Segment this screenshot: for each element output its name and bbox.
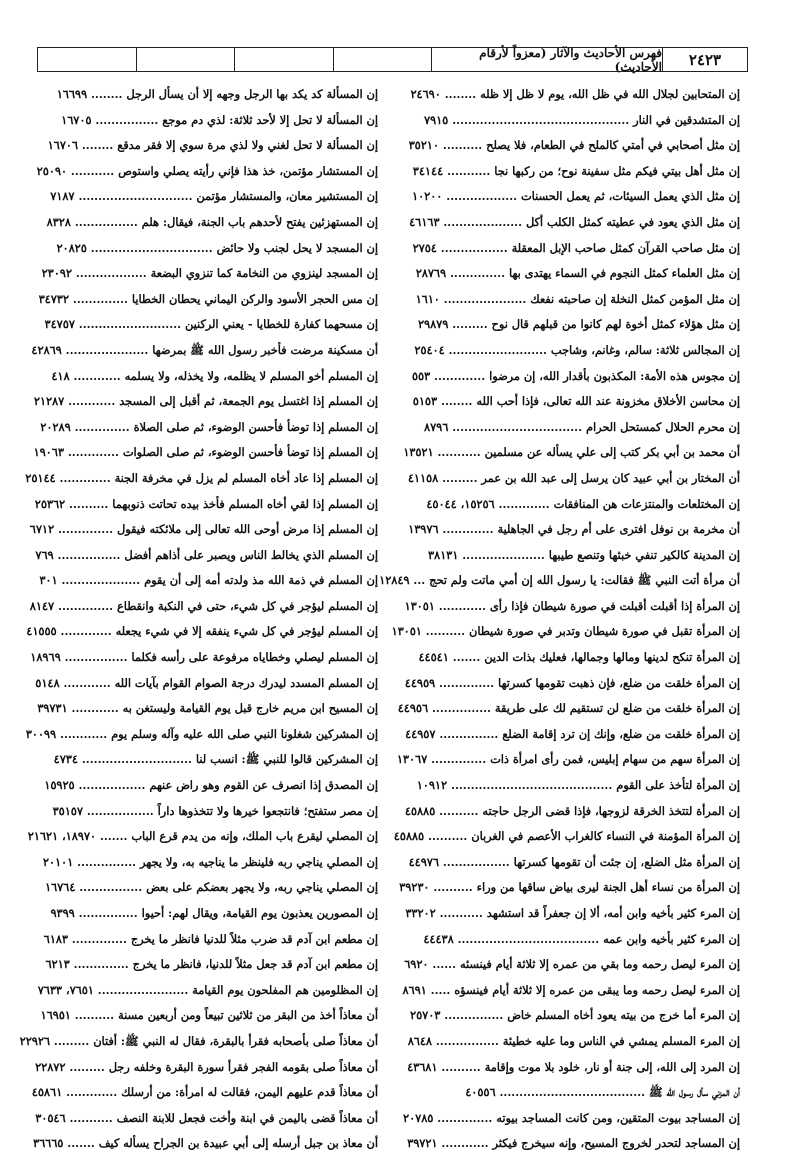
index-entry: أن المختار بن أبي عبيد كان يرسل إلى عبد الله بن عمر ......... ٤١١٥٨ (407, 470, 740, 485)
index-entry: إن المظلومين هم المفلحون يوم القيامة ....................... ٧٦٥١، ٧٦٣٣ (37, 982, 378, 997)
index-entry: إن المستهزئين يفتح لأحدهم باب الجنة، فيقال: هلم ................ ٨٣٢٨ (46, 214, 378, 229)
index-entry: إن مسحهما كفارة للخطايا - يعني الركنين .......................... ٣٤٧٥٧ (44, 317, 378, 332)
index-entry: إن مثل العلماء كمثل النجوم في السماء يهتدى بها .............. ٢٨٧٦٩ (415, 266, 740, 281)
index-entry: إن المجالس ثلاثة: سالم، وغانم، وشاجب ......................... ٢٥٤٠٤ (414, 342, 740, 357)
index-entry: إن مثل الذي يعود في عطيته كمثل الكلب أكل .................... ٤٦١٦٣ (409, 214, 740, 229)
index-entry: أن معاذ بن جبل أرسله إلى أبي عبيدة بن الجراح يسأله كيف ....... ٣٦٦٦٥ (33, 1136, 378, 1151)
index-entry: إن مثل هؤلاء كمثل أخوة لهم كانوا من قبلهم قال نوح ......... ٢٩٨٧٩ (417, 317, 740, 332)
index-entry: إن المسلم إذا مرض أوحى الله تعالى إلى ملائكته فيقول .............. ٦٧١٢ (29, 522, 378, 537)
index-entry: إن المختلعات والمنتزعات هن المنافقات ............. ١٥٢٥٦، ٤٥٠٤٤ (426, 496, 740, 511)
index-entry: إن المرء ليصل رحمه وما يبقى من عمره إلا ثلاثة أيام فينسؤه ..... ٨٦٩١ (402, 982, 740, 997)
index-entry: إن المتشدقين في النار ............................................. ٧٩١٥ (423, 112, 740, 127)
index-entry: إن المرء ليصل رحمه وما بقي من عمره إلا ثلاثة أيام فينسئه ...... ٦٩٢٠ (404, 957, 740, 972)
index-entry: أن معاذاً قدم عليهم اليمن، فقالت له امرأة: من أرسلك ............. ٤٥٨٦١ (31, 1085, 378, 1100)
header-blank-cell (333, 48, 432, 71)
index-entry: أن مرأة أتت النبي ﷺ فقالت: يا رسول الله إن أمي ماتت ولم تحج ... ١٢٨٤٩ (379, 573, 740, 588)
index-entry: إن المصدق إذا انصرف عن القوم وهو راض عنهم ................. ١٥٩٢٥ (44, 778, 378, 793)
index-entry: أن مسكينة مرضت فأخبر رسول الله ﷺ بمرضها ..................... ٤٢٨٦٩ (31, 342, 378, 357)
index-entry: إن المسلم ليؤجر في كل شيء، حتى في النكبة وانقطاع .............. ٨١٤٧ (29, 598, 378, 613)
index-entry: إن المرء كثير بأخيه وابن عمه .................................... ٤٤٤٣٨ (423, 931, 740, 946)
index-entry: إن المسلم إذا توضأ فأحسن الوضوء، ثم صلى الصلوات ............. ١٩٠٦٣ (33, 445, 378, 460)
index-entry: إن المساجد لتحدر لخروج المسيح، وإنه سيخرج فيكثر ............ ٣٩٧٢١ (407, 1136, 740, 1151)
index-entry: إن المسلم أخو المسلم لا يظلمه، ولا يخذله، ولا يسلمه ............ ٤١٨ (51, 368, 378, 383)
page-title: فهرس الأحاديث والآثار (معزواً لأرقام الأحاديث) (431, 48, 662, 71)
index-entry: إن مثل الذي يعمل السيئات، ثم يعمل الحسنات .................. ١٠٢٠٠ (412, 189, 740, 204)
index-entry: إن المسجد لا يحل لجنب ولا حائض ............................... ٢٠٨٢٥ (56, 240, 378, 255)
index-entry: إن المتحابين لجلال الله في ظل الله، يوم لا ظل إلا ظله ........ ٢٤٦٩٠ (410, 87, 740, 101)
page-header (37, 47, 748, 72)
index-entry: إن المسلم ليصلي وخطاياه مرفوعة على رأسه فكلما ................ ١٨٩٦٩ (30, 650, 378, 665)
index-entry: أن معاذاً صلى بقومه الفجر فقرأ سورة البقرة وخلفه رجل ......... ٢٢٨٧٢ (35, 1059, 378, 1074)
index-entry: إن مجوس هذه الأمة: المكذبون بأقدار الله، إن مرضوا ............. ٥٥٣ (411, 368, 740, 383)
index-column-right (379, 82, 740, 1157)
header-blank-cell (38, 48, 136, 71)
index-entry: إن مثل صاحب القرآن كمثل صاحب الإبل المعقلة ................. ٢٧٥٤ (412, 240, 740, 255)
index-entry: إن المرأة لتتخذ الخرقة لزوجها، فإذا قضى الرجل حاجته .......... ٤٥٨٨٥ (404, 803, 740, 818)
index-entry: إن المرأة خلقت من ضلع، فإن ذهبت تقومها كسرتها .............. ٤٤٩٥٩ (404, 675, 740, 690)
index-entry: إن المسألة لا تحل لغني ولا لذي مرة سوي إلا فقر مدقع ........ ١٦٧٠٦ (47, 138, 378, 153)
index-entry: إن المرأة لتأخذ على القوم ......................................... ١٠٩١٢ (416, 778, 740, 793)
index-entry: إن المسلم إذا عاد أخاه المسلم لم يزل في مخرفة الجنة ............. ٢٥١٤٤ (25, 470, 378, 485)
index-entry: إن المصورين يعذبون يوم القيامة، ويقال لهم: أحيوا ............... ٩٣٩٩ (50, 906, 378, 920)
index-entry: إن المسلم إذا توضأ فأحسن الوضوء، ثم صلى الصلاة .............. ٢٠٢٨٩ (40, 419, 378, 434)
index-entry: إن المسلم إذا لقي أخاه المسلم فأخذ بيده تحاتت ذنوبهما .......... ٢٥٣٦٢ (34, 496, 378, 511)
header-blank-cell (234, 48, 333, 71)
index-entry: إن المصلي يناجي ربه فلينظر ما يناجيه به، ولا يجهر ............... ٢٠١٠١ (42, 854, 378, 869)
index-entry: إن المرأة تنكح لدينها ومالها وجمالها، فعليك بذات الدين ....... ٤٤٥٤١ (418, 650, 740, 665)
index-entry: إن المشركين قالوا للنبي ﷺ: انسب لنا ............................ ٤٧٣٤ (53, 752, 378, 767)
index-entry: إن المسيح ابن مريم خارج قبل يوم القيامة وليستغن به ............ ٣٩٧٣١ (37, 701, 378, 716)
index-entry: إن المسلم إذا اغتسل يوم الجمعة، ثم أقبل إلى المسجد ............ ٢١٢٨٧ (33, 394, 378, 409)
index-entry: إن المساجد بيوت المتقين، ومن كانت المساجد بيوته .............. ٢٠٧٨٥ (403, 1110, 740, 1125)
index-entry: إن المشركين شغلونا النبي صلى الله عليه وآله وسلم يوم ............ ٣٠٠٩٩ (25, 726, 378, 741)
index-entry: أن المزني سأل رسول الله ﷺ ..................................... ٤٠٥٥٦ (465, 1085, 740, 1100)
index-entry: إن مثل المؤمن كمثل النخلة إن صاحبته نفعك ..................... ١٦١٠ (415, 291, 740, 306)
index-entry: إن المرأة من نساء أهل الجنة ليرى بياض ساقها من وراء .......... ٣٩٢٣٠ (399, 880, 740, 895)
index-entry: إن المستشار مؤتمن، خذ هذا فإني رأيته يصلي واستوص ........... ٢٥٠٩٠ (36, 163, 378, 178)
page-number: ٢٤٢٣ (662, 48, 747, 71)
index-entry: إن المرد إلى الله، إلى جنة أو نار، خلود بلا موت وإقامة .......... ٤٣٦٨١ (407, 1059, 740, 1074)
index-entry: إن المرأة مثل الضلع، إن جئت أن تقومها كسرتها ................. ٤٤٩٧٦ (408, 854, 740, 869)
index-entry: إن المرأة المؤمنة في النساء كالغراب الأعصم في الغربان .......... ٤٥٨٨٥ (393, 829, 740, 844)
index-entry: إن المسلم ليؤجر في كل شيء ينفقه إلا في شيء يجعله ............. ٤١٥٥٥ (26, 624, 378, 639)
index-entry: إن المسألة لا تحل إلا لأحد ثلاثة: لذي دم موجع ................ ١٦٧٠٥ (61, 112, 378, 127)
index-entry: إن المسجد لينزوي من النخامة كما تنزوي البضعة .................. ٢٣٠٩٢ (41, 266, 378, 281)
index-entry: إن المرأة تقبل في صورة شيطان وتدبر في صورة شيطان .......... ١٣٠٥١ (391, 624, 740, 639)
index-entry: إن المسلم المسدد ليدرك درجة الصوام القوام بآيات الله ............ ٥١٤٨ (35, 675, 378, 690)
index-entry: إن المسألة كد يكد بها الرجل وجهه إلا أن يسأل الرجل ........ ١٦٦٩٩ (56, 87, 378, 101)
index-entry: إن المرأة خلقت من ضلع لن تستقيم لك على طريقة ............... ٤٤٩٥٦ (397, 701, 740, 716)
index-entry: أن محمد بن أبي بكر كتب إلى علي يسأله عن مسلمين ........... ١٣٥٢١ (403, 445, 740, 460)
index-entry: إن المسلم في ذمة الله مذ ولدته أمه إلى أن يقوم .................... ٣٠١ (39, 573, 378, 588)
index-entry: إن محرم الحلال كمستحل الحرام ................................. ٨٧٩٦ (424, 419, 740, 434)
index-entry: إن محاسن الأخلاق مخزونة عند الله تعالى، فإذا أحب الله ........ ٥١٥٣ (412, 394, 740, 409)
index-entry: إن المرء المسلم يمشي في الناس وما عليه خطيئة ................ ٨٦٤٨ (407, 1033, 740, 1048)
index-entry: إن مطعم ابن آدم قد ضرب مثلاً للدنيا فانظر ما يخرج .............. ٦١٨٣ (43, 931, 378, 946)
header-blank-cell (136, 48, 235, 71)
index-entry: إن المرء كثير بأخيه وابن أمه، ألا إن جعفراً قد استشهد ........... ٣٣٢٠٢ (405, 906, 740, 920)
index-entry: إن المسلم الذي يخالط الناس ويصبر على أذاهم أفضل ................ ٧٦٩ (35, 547, 378, 562)
index-entry: إن المرأة إذا أقبلت أقبلت في صورة شيطان فإذا رأى ............ ١٣٠٥١ (404, 598, 740, 613)
index-entry: إن المرأة خلقت من ضلع، وإنك إن ترد إقامة الضلع ............... ٤٤٩٥٧ (405, 726, 740, 741)
index-entry: إن مس الحجر الأسود والركن اليماني يحطان الخطايا .............. ٣٤٧٣٢ (38, 291, 378, 306)
index-entry: إن المستشير معان، والمستشار مؤتمن ............................. ٧١٨٧ (50, 189, 378, 204)
index-entry: إن مثل أهل بيتي فيكم مثل سفينة نوح؛ من ركبها نجا ........... ٣٤١٤٤ (412, 163, 740, 178)
index-entry: إن مصر ستفتح؛ فانتجعوا خيرها ولا تتخذوها داراً ................. ٣٥١٥٧ (52, 803, 378, 818)
index-entry: إن المدينة كالكير تنفي خبثها وتنصع طيبها ..................... ٣٨١٣١ (427, 547, 740, 562)
index-entry: إن مطعم ابن آدم قد جعل مثلاً للدنيا، فانظر ما يخرج .............. ٦٢١٣ (45, 957, 378, 972)
index-entry: إن المرأة سهم من سهام إبليس، فمن رأى امرأة ذات .............. ١٣٠٦٧ (396, 752, 740, 767)
index-column-left (19, 82, 378, 1157)
index-entry: أن معاذاً قضى باليمن في ابنة وأخت فجعل للابنة النصف ........... ٣٠٥٤٦ (35, 1110, 378, 1125)
index-entry: إن المصلي يناجي ربه، ولا يجهر بعضكم على بعض ................ ١٦٧٦٤ (44, 880, 378, 895)
index-entry: إن المصلي ليقرع باب الملك، وإنه من يدم قرع الباب ....... ١٨٩٧٠، ٢١٦٢١ (27, 829, 378, 844)
index-entry: إن المرء أما خرج من بيته يعود أخاه المسلم خاض ............... ٢٥٧٠٣ (410, 1008, 740, 1023)
index-entry: أن معاذاً صلى بأصحابه فقرأ بالبقرة، فقال له النبي ﷺ: أفتان ......... ٢٢٩٢٦ (19, 1033, 378, 1048)
index-entry: أن معاذاً أخذ من البقر من ثلاثين تبيعاً ومن أربعين مسنة .......... ١٦٩٥١ (40, 1008, 378, 1023)
index-entry: إن مثل أصحابي في أمتي كالملح في الطعام، فلا يصلح .......... ٣٥٢١٠ (408, 138, 740, 153)
index-entry: أن مخرمة بن نوفل افترى على أم رجل في الجاهلية ............. ١٣٩٧٦ (408, 522, 740, 537)
